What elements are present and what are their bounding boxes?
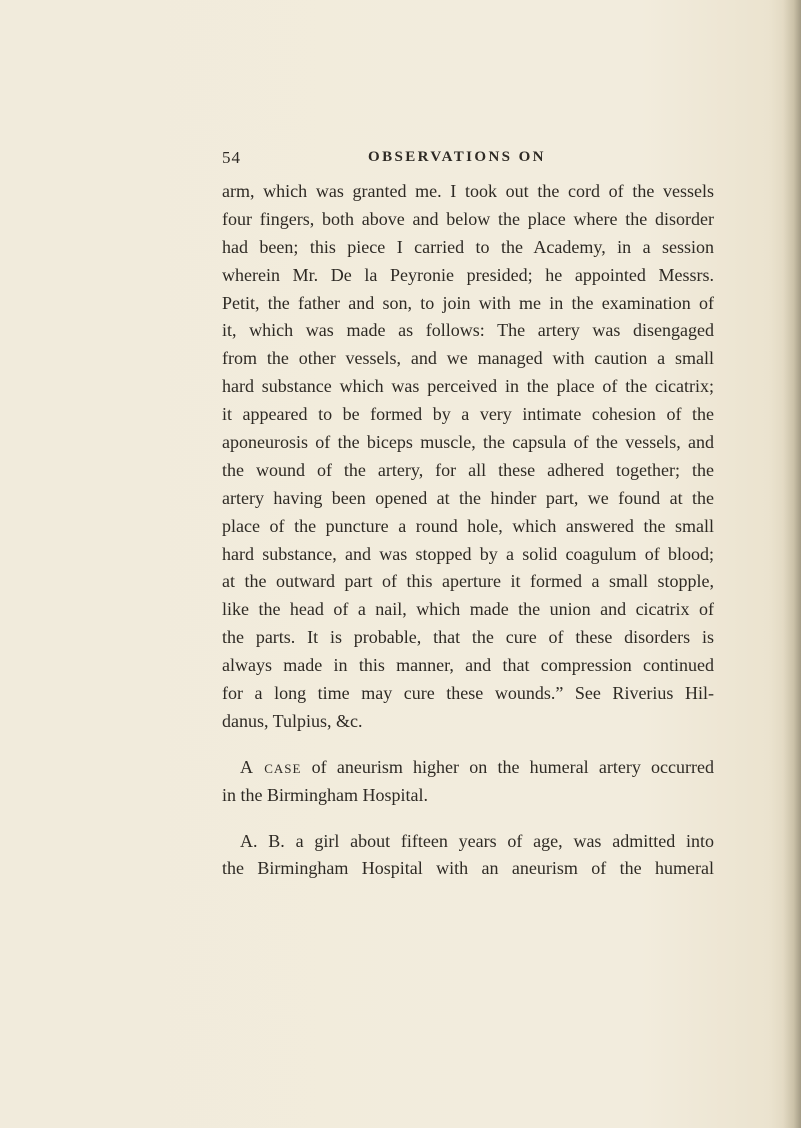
text-line: hard substance, and was stopped by a solid coagulum of blood;: [222, 543, 714, 564]
text-line: it, which was made as follows: The artery was disengaged: [222, 320, 714, 341]
text-line: at the outward part of this aperture it formed a small stopple,: [222, 571, 714, 592]
text-run: of aneurism higher on the humeral artery occurred: [301, 756, 714, 777]
text-line: had been; this piece I carried to the Academy, in a session: [222, 236, 714, 257]
running-title: OBSERVATIONS ON: [368, 149, 546, 165]
text-line: arm, which was granted me. I took out the cord of the vessels: [222, 181, 714, 201]
text-line: like the head of a nail, which made the union and cicatrix of: [222, 599, 714, 620]
text-line: the Birmingham Hospital with an aneurism of the humeral: [222, 858, 714, 879]
page-number: 54: [222, 148, 241, 167]
text-line: danus, Tulpius, &c.: [222, 710, 363, 731]
text-line: [222, 754, 714, 782]
text-line: artery having been opened at the hinder part, we found at the: [222, 487, 714, 508]
body-text: [222, 178, 714, 883]
text-line: Petit, the father and son, to join with me in the examination of: [222, 292, 714, 313]
paragraph-gap: [222, 810, 714, 828]
text-line: in the Birmingham Hospital.: [222, 784, 428, 805]
text-line: from the other vessels, and we managed with caution a small: [222, 348, 714, 369]
text-line: always made in this manner, and that compression continued: [222, 655, 714, 676]
text-line: four fingers, both above and below the place where the disorder: [222, 208, 714, 229]
text-line: the wound of the artery, for all these adhered together; the: [222, 459, 714, 480]
text-line: hard substance which was perceived in the place of the cicatrix;: [222, 376, 714, 397]
text-line: place of the puncture a round hole, which answered the small: [222, 515, 714, 536]
text-line: for a long time may cure these wounds.” See Riverius Hil-: [222, 683, 714, 704]
small-caps-lead: A case: [240, 756, 302, 777]
paragraph-gap: [222, 736, 714, 754]
text-line: A. B. a girl about fifteen years of age, was admitted into: [240, 830, 714, 851]
text-line: the parts. It is probable, that the cure of these disorders is: [222, 627, 714, 648]
running-head: [222, 148, 582, 172]
text-line: aponeurosis of the biceps muscle, the capsula of the vessels, and: [222, 432, 714, 453]
text-line: wherein Mr. De la Peyronie presided; he appointed Messrs.: [222, 264, 714, 285]
page-edge-shadow: [783, 0, 801, 1128]
text-line: it appeared to be formed by a very intimate cohesion of the: [222, 404, 714, 425]
